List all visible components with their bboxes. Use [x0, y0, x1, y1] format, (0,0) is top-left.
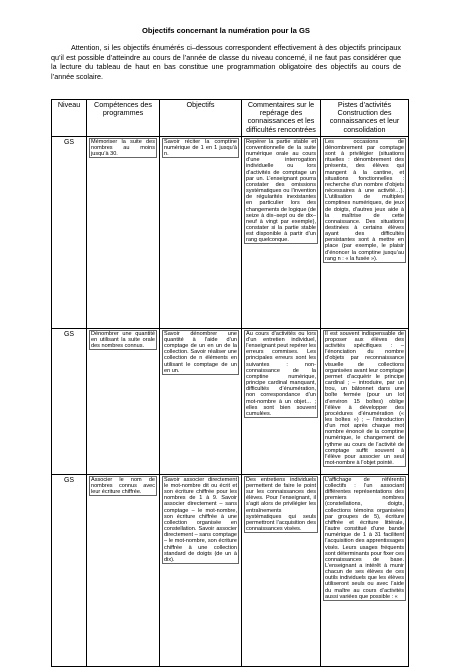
cell-text: Il est souvent indispensable de proposer aux élèves des activités spécifiques : – l’énonciation du nombre d’objets par reconnaissance visuelle de collections organisées avant leur comptage permet d’acquérir le principe cardinal ; – introduire, par un trou, un bâtonnet dans une boîte fermée (pour un lot d’environ 15 boîtes) oblige l’élève à développer des procédures d’énumération (« les boîtes ») ; – l’introduction d’un mot après chaque mot nombre énoncé de la comptine numérique, le changement de rythme au cours de l’activité de comptage suffit souvent à l’élève pour associer un seul mot-nombre à l’objet pointé.: [325, 330, 404, 467]
cell-commentaires: [242, 474, 321, 666]
table-row: [52, 328, 409, 474]
cell-text: Savoir associer directement le mot-nombre dit ou écrit et son écriture chiffrée pour les nombres de 1 à 9. Savoir associer directement – sans comptage – le mot-nombre, son écriture chiffrée à une collection organisée en constellation. Savoir associer directement – sans comptage – le mot-nombre, son écriture chiffrée à une collection standard de doigts (de un à dix).: [164, 476, 237, 563]
header-competences: Compétences des programmes: [87, 100, 160, 137]
cell-text: Les occasions de dénombrement par comptage sont à privilégier (situations rituelles : dénombrement des présents, des élèves qui mangent à la cantine, et situations fonctionnelles : recherche d’un nombre d’objets nécessaires à une activité…). L’utilisation de multiples comptines numériques, de jeux de doigts, d’autres jeux aide à la maîtrise de cette connaissance. Des situations destinées à certains élèves ayant des difficultés persistantes sont à mettre en place (par exemple, le plaisir d’énoncer la comptine jusqu’au rang n : « la fusée »).: [325, 138, 404, 262]
header-commentaires: Commentaires sur le repérage des connaissances et les difficultés rencontrées: [242, 100, 321, 137]
cell-niveau: GS: [52, 474, 87, 666]
cell-text: Savoir dénombrer une quantité à l’aide d’un comptage de un en un de la collection. Savoir réaliser une collection de n éléments en utilisant le comptage de un en un.: [164, 330, 237, 374]
cell-text: Mémoriser la suite des nombres au moins jusqu’à 30.: [91, 138, 155, 158]
cell-commentaires: [242, 136, 321, 328]
table-header-row: [52, 100, 409, 137]
header-objectifs: Objectifs: [160, 100, 242, 137]
cell-objectifs: [160, 474, 242, 666]
cell-text: Au cours d’activités ou lors d’un entretien individuel, l’enseignant peut repérer les erreurs commises. Les principales erreurs sont les suivantes : non-connaissance de la comptine numérique, principe cardinal manquant, difficultés d’énumération, non correspondance d’un mot-nombre à un objet… ; elles sont bien souvent cumulées.: [246, 330, 316, 417]
cell-text: Des entretiens individuels permettent de faire le point sur les connaissances des élèves. Pour l’enseignant, il s’agit alors de privilégier les entraînements systématiques qui seuls permettront l’acquisition des connaissances visées.: [246, 476, 316, 533]
cell-text: Associer le nom de nombres connus avec leur écriture chiffrée.: [91, 476, 155, 496]
intro-paragraph: Attention, si les objectifs énumérés ci–dessous correspondent effectivement à des objectifs principaux qu’il est possible d’atteindre au cours de l’année de classe du niveau concerné, il ne faut pas considérer que la lecture du tableau de haut en bas constitue une programmation obligatoire des objectifs au cours de l’année scolaire.: [51, 43, 401, 81]
cell-text: Savoir réciter la comptine numérique de 1 en 1 jusqu’à n.: [164, 138, 237, 158]
cell-text: L’affichage de référents collectifs : l’un associant différentes représentations des premiers nombres (constellations, doigts, collections témoins organisées par groupes de 5), écriture chiffrée et écriture littérale, l’autre constitué d’une bande numérique de 1 à 31 facilitent l’acquisition des apprentissages visés. Leurs usages fréquents sont déterminants pour fixer ces connaissances de base. L’enseignant a intérêt à munir chacun de ses élèves de ces outils individuels que les élèves utiliseront seuls ou avec l’aide du maître au cours d’activités aussi variées que possible : «: [325, 476, 404, 600]
cell-commentaires: [242, 328, 321, 474]
cell-text: Dénombrer une quantité en utilisant la suite orale des nombres connus.: [91, 330, 155, 350]
table-row: [52, 136, 409, 328]
header-pistes: Pistes d’activités Construction des connaissances et leur consolidation: [321, 100, 409, 137]
header-niveau: Niveau: [52, 100, 87, 137]
cell-pistes: [321, 136, 409, 328]
cell-competences: [87, 136, 160, 328]
cell-pistes: [321, 474, 409, 666]
cell-objectifs: [160, 328, 242, 474]
cell-niveau: GS: [52, 328, 87, 474]
cell-niveau: GS: [52, 136, 87, 328]
table-row: [52, 474, 409, 666]
cell-competences: [87, 474, 160, 666]
cell-competences: [87, 328, 160, 474]
cell-text: Repérer la partie stable et conventionnelle de la suite numérique orale au cours d’une interrogation individuelle ou lors d’activités de comptage un par un. L’enseignant pourra constater des omissions systématiques ou l’invention de régularités inexistantes en particulier lors des changements de logique (de seize à dix–sept ou de dix–neuf à vingt par exemple), constater si la partie stable est disponible à partir d’un rang quelconque.: [246, 138, 317, 244]
document-title: Objectifs concernant la numération pour la GS: [142, 26, 310, 35]
cell-pistes: [321, 328, 409, 474]
cell-objectifs: [160, 136, 242, 328]
objectives-table: [51, 99, 409, 667]
